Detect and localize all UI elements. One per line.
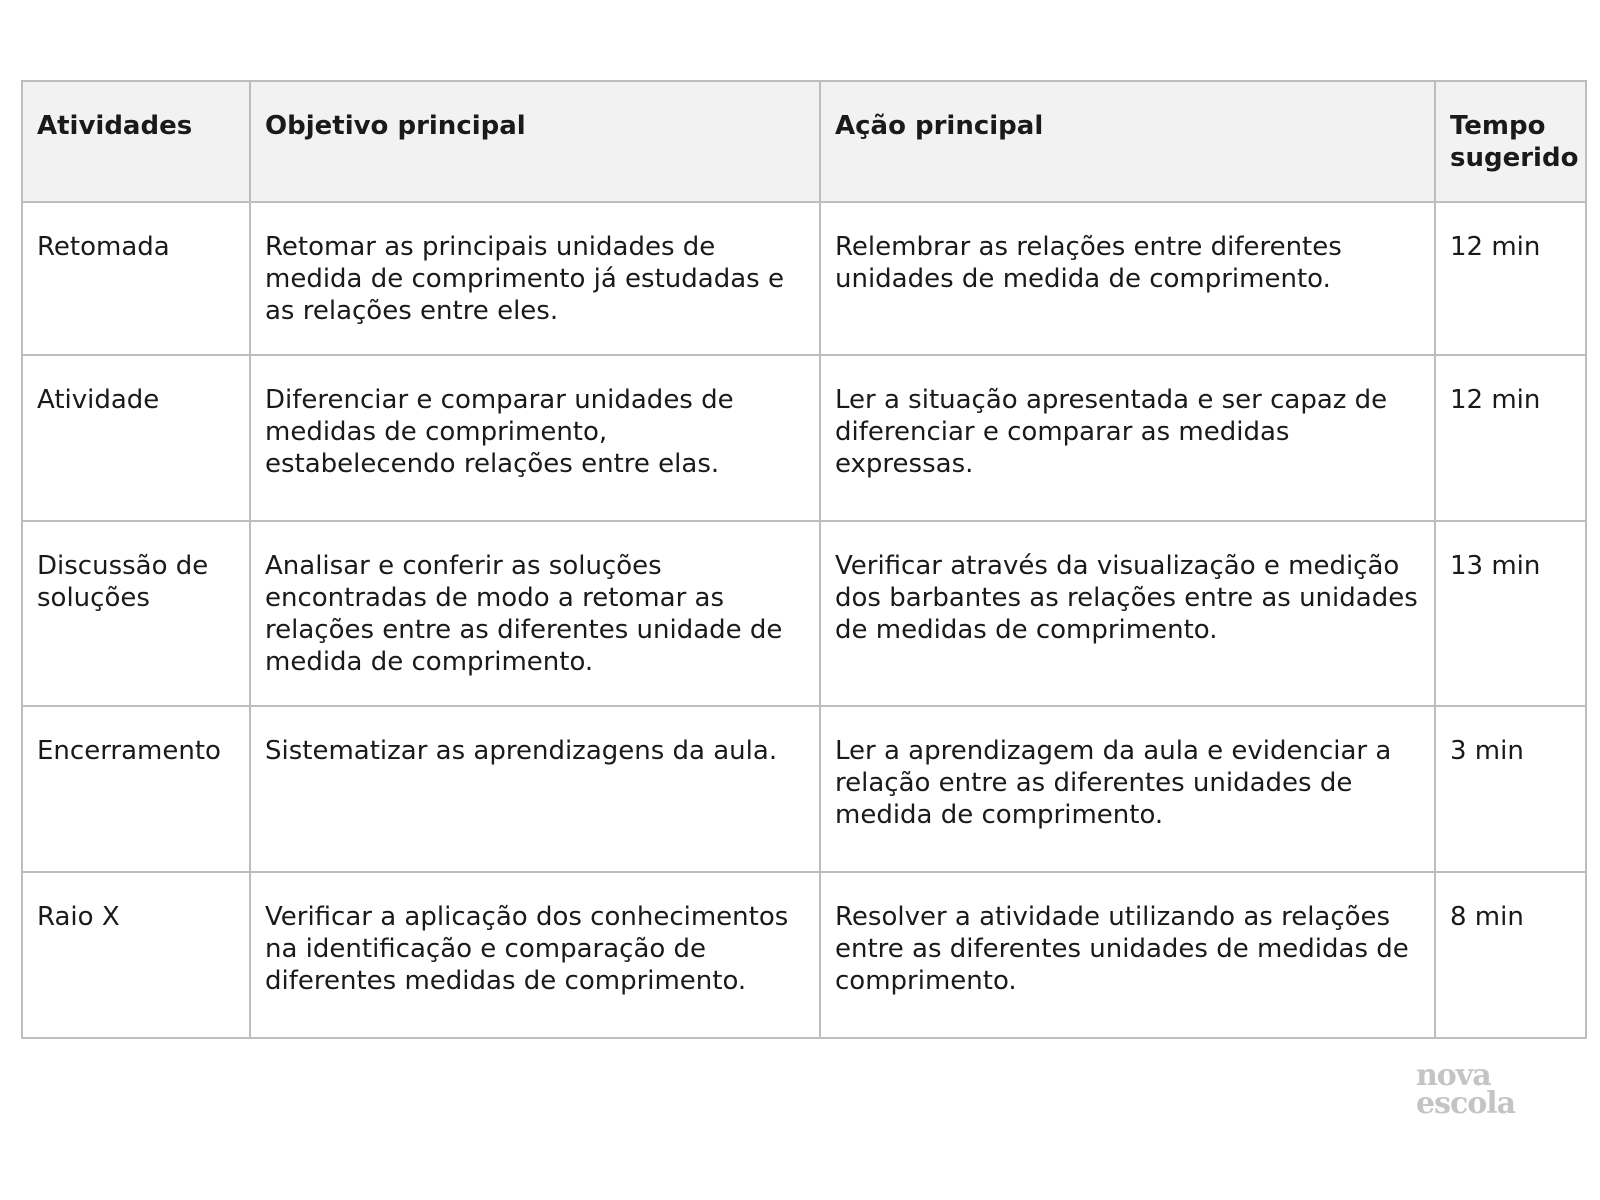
header-atividades: Atividades (22, 81, 250, 202)
table-row (22, 355, 1586, 521)
cell-atividade: Atividade (22, 355, 250, 521)
cell-tempo: 8 min (1435, 872, 1586, 1038)
cell-tempo: 12 min (1435, 202, 1586, 355)
header-acao-principal: Ação principal (820, 81, 1435, 202)
table-row (22, 706, 1586, 872)
cell-objetivo: Verificar a aplicação dos conhecimentos na identificação e comparação de diferentes medidas de comprimento. (250, 872, 820, 1038)
cell-acao: Ler a situação apresentada e ser capaz de diferenciar e comparar as medidas expressas. (820, 355, 1435, 521)
cell-atividade: Raio X (22, 872, 250, 1038)
cell-acao: Ler a aprendizagem da aula e evidenciar a relação entre as diferentes unidades de medida de comprimento. (820, 706, 1435, 872)
logo-line-escola: escola (1416, 1086, 1516, 1121)
nova-escola-logo (1416, 1058, 1536, 1121)
header-tempo-sugerido: Tempo sugerido (1435, 81, 1586, 202)
cell-acao: Verificar através da visualização e medição dos barbantes as relações entre as unidades de medidas de comprimento. (820, 521, 1435, 706)
table-row (22, 202, 1586, 355)
table-row (22, 872, 1586, 1038)
cell-objetivo: Sistematizar as aprendizagens da aula. (250, 706, 820, 872)
cell-tempo: 13 min (1435, 521, 1586, 706)
cell-objetivo: Retomar as principais unidades de medida de comprimento já estudadas e as relações entre eles. (250, 202, 820, 355)
cell-acao: Resolver a atividade utilizando as relações entre as diferentes unidades de medidas de comprimento. (820, 872, 1435, 1038)
cell-tempo: 3 min (1435, 706, 1586, 872)
cell-objetivo: Diferenciar e comparar unidades de medidas de comprimento, estabelecendo relações entre elas. (250, 355, 820, 521)
cell-acao: Relembrar as relações entre diferentes unidades de medida de comprimento. (820, 202, 1435, 355)
header-objetivo-principal: Objetivo principal (250, 81, 820, 202)
lesson-plan-table (21, 80, 1587, 1039)
table-row (22, 521, 1586, 706)
cell-atividade: Retomada (22, 202, 250, 355)
lesson-plan-table-wrapper (21, 80, 1585, 1039)
table-header-row (22, 81, 1586, 202)
logo-line-nova: nova (1416, 1058, 1491, 1093)
cell-atividade: Encerramento (22, 706, 250, 872)
cell-objetivo: Analisar e conferir as soluções encontradas de modo a retomar as relações entre as diferentes unidade de medida de comprimento. (250, 521, 820, 706)
cell-atividade: Discussão de soluções (22, 521, 250, 706)
cell-tempo: 12 min (1435, 355, 1586, 521)
